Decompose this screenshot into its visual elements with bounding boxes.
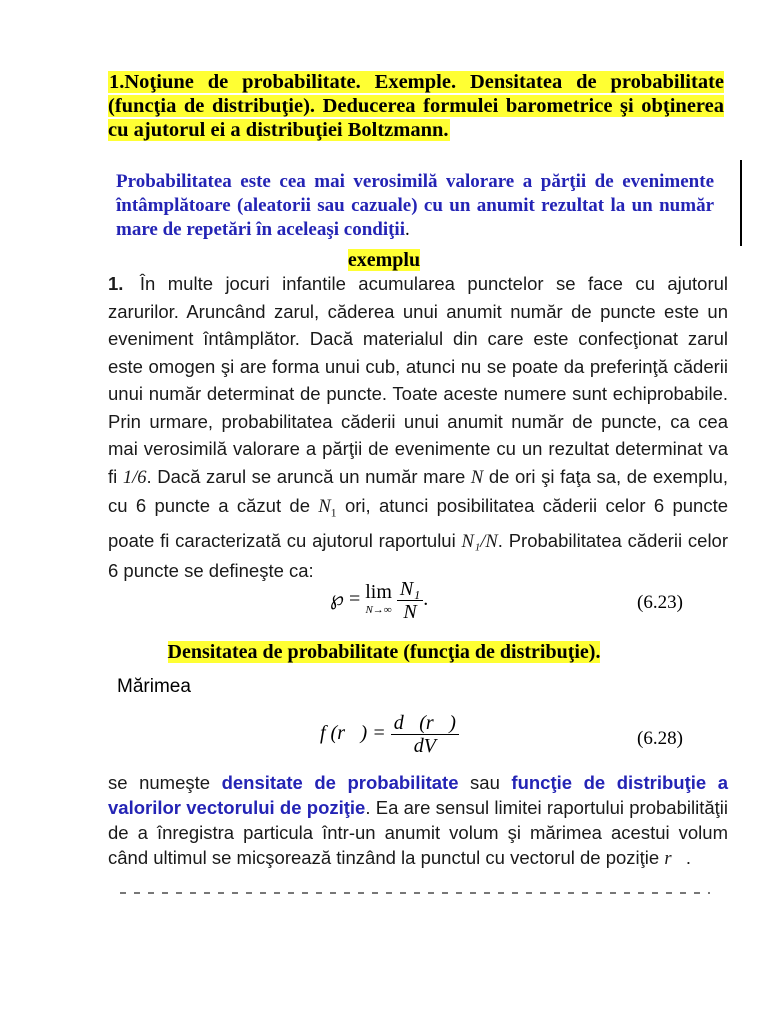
probability-definition (116, 170, 714, 242)
marimea-label: Mărimea (117, 676, 191, 697)
eq623-end: . (423, 588, 429, 611)
eq623-number: (6.23) (637, 592, 683, 613)
margin-rule (740, 160, 742, 246)
example-paragraph (108, 270, 728, 584)
symbol-N1: $N_1$ (318, 497, 337, 520)
fraction-one-sixth: 1/6 (122, 467, 147, 488)
cropped-text-line (120, 890, 710, 896)
example-text-5: . Probabilitatea căderii celor 6 puncte se defineşte ca: (108, 530, 729, 581)
eq628-number: (6.28) (637, 728, 683, 749)
position-vector-r: r⃗ (664, 849, 686, 869)
example-text-2: . Dacă zarul se aruncă un număr mare (146, 465, 466, 487)
eq623-lhs: ℘ = (330, 588, 366, 611)
page-heading (108, 70, 724, 142)
eq623-limit: lim N→∞ (365, 580, 392, 616)
density-text-3: . Ea are sensul limitei raportului probabilităţii de a înregistra particula într-un anumit volum şi mărimea acestui volum când ultimul se micşorează tinzând la punctul cu vectorul de poziţie (108, 797, 728, 868)
density-text-4: . (685, 847, 692, 868)
example-text-3: de ori şi faţa sa, de exemplu, cu 6 puncte a căzut de (108, 465, 729, 516)
example-title-text: exemplu (347, 249, 421, 271)
density-term: densitate de probabilitate (221, 772, 459, 793)
example-text-1: În multe jocuri infantile acumularea punctelor se face cu ajutorul zarurilor. Aruncând zarul, căderea unui anumit număr de puncte este un eveniment întâmplător. Dacă materialul din care este confecţionat zarul este omogen şi are forma unui cub, atunci nu se poate da preferinţă căderii unui număr determinat de puncte. Toate aceste numere sunt echiprobabile. Prin urmare, probabilitatea căderii unui anumit număr de puncte, ca cea mai verosimilă valorare a părţii de evenimente cu un rezultat determinat va fi (108, 273, 729, 487)
eq628-lhs: f (r⃗) = (320, 722, 391, 745)
heading-text: 1.Noţiune de probabilitate. Exemple. Densitatea de probabilitate (funcţia de distribuţie). Deducerea formulei barometrice şi obţinerea cu ajutorul ei a distribuţiei Boltzmann. (108, 71, 724, 141)
distribution-term: funcţie de distribuţie a valorilor vectorului de poziţie (108, 772, 728, 818)
example-text-4: ori, atunci posibilitatea căderii celor 6 puncte poate fi caracterizată cu ajutorul raportului (108, 495, 729, 552)
ratio-N1-N: N₁/N (461, 532, 498, 553)
example-number: 1. (108, 273, 124, 294)
symbol-N: N (470, 467, 484, 488)
density-paragraph (108, 770, 728, 872)
eq628-fraction: $\frac{d℘(r⃗)}{dV}$ (391, 712, 459, 757)
density-text-2: sau (470, 772, 500, 793)
density-text-1: se numeşte (108, 772, 211, 793)
eq623-fraction: $\frac{\text{N₁}}{N}$ (397, 578, 423, 623)
definition-text: Probabilitatea este cea mai verosimilă valorare a părţii de evenimente întâmplătoare (aleatorii sau cazuale) cu un anumit rezultat la un număr mare de repetări în aceleaşi condiţii (116, 171, 714, 240)
definition-end: . (405, 219, 410, 240)
example-title (0, 248, 768, 272)
density-title (0, 640, 768, 664)
density-title-text: Densitatea de probabilitate (funcţia de distribuţie). (167, 641, 601, 663)
